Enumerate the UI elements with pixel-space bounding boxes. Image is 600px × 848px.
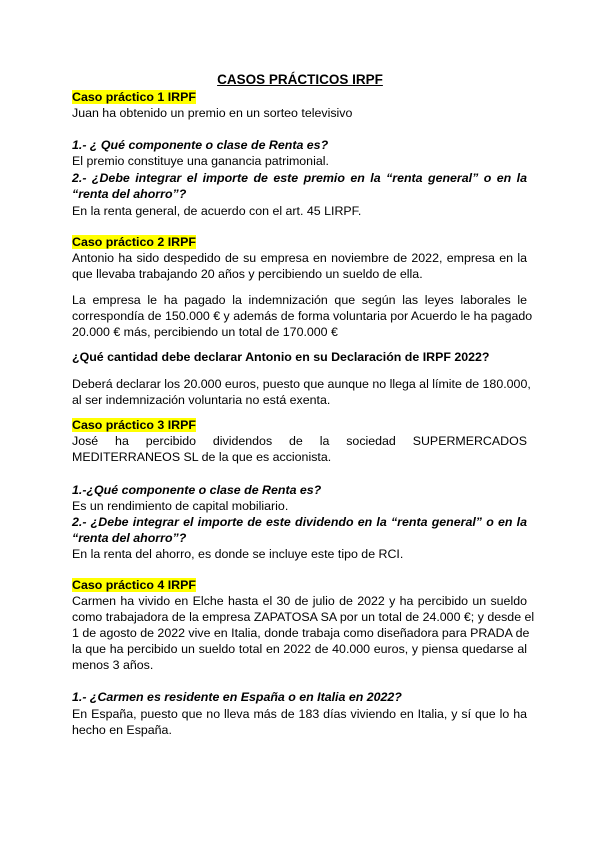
case-1-answer-2: En la renta general, de acuerdo con el art. 45 LIRPF. — [72, 204, 362, 218]
case-3-answer-1: Es un rendimiento de capital mobiliario. — [72, 499, 289, 513]
case-3-question-2-line-1: 2.- ¿Debe integrar el importe de este dividendo en la “renta general” o en la — [72, 515, 527, 529]
case-1-question-2-line-2: “renta del ahorro”? — [72, 187, 187, 201]
case-2-paragraph-2-line-2: correspondía de 150.000 € y además de forma voluntaria por Acuerdo le ha pagado — [72, 309, 533, 323]
case-4-paragraph-line-1: Carmen ha vivido en Elche hasta el 30 de julio de 2022 y ha percibido un sueldo — [72, 594, 527, 608]
case-1-answer-1: El premio constituye una ganancia patrimonial. — [72, 154, 329, 168]
case-2-heading: Caso práctico 2 IRPF — [72, 235, 196, 249]
case-4-heading: Caso práctico 4 IRPF — [72, 578, 196, 592]
case-4-answer-line-2: hecho en España. — [72, 723, 172, 737]
case-3-question-2-line-2: “renta del ahorro”? — [72, 531, 187, 545]
case-1-question-2-line-1: 2.- ¿Debe integrar el importe de este premio en la “renta general” o en la — [72, 171, 527, 185]
case-4-paragraph-line-4: la que ha percibido un sueldo total en 2022 de 40.000 euros, y piensa quedarse al — [72, 642, 527, 656]
case-3-paragraph-line-1: José ha percibido dividendos de la sociedad SUPERMERCADOS — [72, 434, 527, 448]
case-4-answer-line-1: En España, puesto que no lleva más de 183 días viviendo en Italia, y sí que lo ha — [72, 707, 527, 721]
case-3-paragraph-line-2: MEDITERRANEOS SL de la que es accionista. — [72, 450, 332, 464]
case-4-paragraph-line-5: menos 3 años. — [72, 658, 154, 672]
case-2-answer-line-1: Deberá declarar los 20.000 euros, puesto que aunque no llega al límite de 180.000, — [72, 377, 531, 391]
case-2-paragraph-2-line-3: 20.000 € más, percibiendo un total de 170.000 € — [72, 325, 338, 339]
case-1-intro: Juan ha obtenido un premio en un sorteo televisivo — [72, 106, 353, 120]
case-1-question-1: 1.- ¿ Qué componente o clase de Renta es? — [72, 138, 329, 152]
case-4-paragraph-line-3: 1 de agosto de 2022 vive en Italia, donde trabaja como diseñadora para PRADA de — [72, 626, 530, 640]
case-2-question: ¿Qué cantidad debe declarar Antonio en su Declaración de IRPF 2022? — [72, 350, 490, 364]
case-3-question-1: 1.-¿Qué componente o clase de Renta es? — [72, 483, 322, 497]
document-title: CASOS PRÁCTICOS IRPF — [217, 72, 383, 87]
case-4-paragraph-line-2: como trabajadora de la empresa ZAPATOSA SA por un total de 24.000 €; y desde el — [72, 610, 535, 624]
case-4-question-1: 1.- ¿Carmen es residente en España o en Italia en 2022? — [72, 690, 402, 704]
case-1-heading: Caso práctico 1 IRPF — [72, 90, 196, 104]
case-2-answer-line-2: al ser indemnización voluntaria no está exenta. — [72, 393, 331, 407]
case-3-answer-2: En la renta del ahorro, es donde se incluye este tipo de RCI. — [72, 547, 404, 561]
case-2-paragraph-2-line-1: La empresa le ha pagado la indemnización que según las leyes laborales le — [72, 293, 527, 307]
case-3-heading: Caso práctico 3 IRPF — [72, 418, 196, 432]
case-2-paragraph-1-line-2: que llevaba trabajando 20 años y percibiendo un sueldo de ella. — [72, 267, 423, 281]
case-2-paragraph-1-line-1: Antonio ha sido despedido de su empresa en noviembre de 2022, empresa en la — [72, 251, 527, 265]
